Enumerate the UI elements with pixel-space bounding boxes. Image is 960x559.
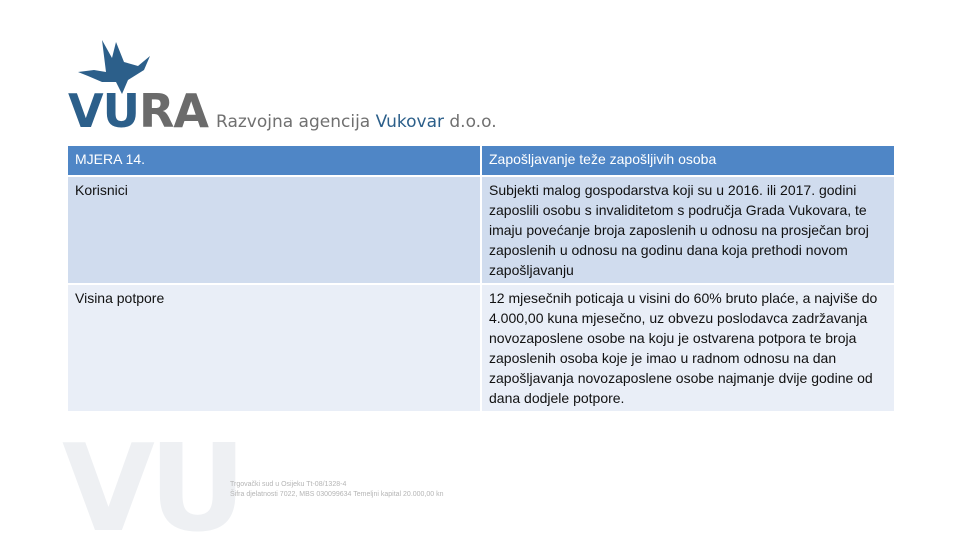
table-row-korisnici [67,176,895,284]
tagline-prefix: Razvojna agencija [216,112,376,132]
table-row-visina-potpore [67,284,895,412]
watermark-logo: VU [62,420,241,559]
logo-word-vu: VU [68,84,139,138]
logo-word-ra: RA [138,84,208,138]
footer-line-2: Šifra djelatnosti 7022, MBS 030099634 Temeljni kapital 20.000,00 kn [230,491,444,498]
tagline-city: Vukovar [375,112,444,132]
table-header-row [67,145,895,176]
row-value: 12 mjesečnih poticaja u visini do 60% bruto plaće, a najviše do 4.000,00 kuna mjesečno, uz obvezu poslodavca zadržavanja novozaposlene osobe na koju je ostvarena potpora te broja zaposlenih osoba koje je imao u radnom odnosu na dan zapošljavanja novozaposlene osobe najmanje dvije godine od dana dodjele potpore. [481,284,895,412]
measure-title: Zapošljavanje teže zapošljivih osoba [481,145,895,176]
row-label: Korisnici [67,176,481,284]
row-label: Visina potpore [67,284,481,412]
logo-tagline [216,112,497,132]
footer-company-info [230,480,444,500]
logo-wordmark [68,84,208,138]
tagline-suffix: d.o.o. [443,112,497,132]
footer-line-1: Trgovački sud u Osijeku Tt-08/1328-4 [230,481,347,488]
row-value: Subjekti malog gospodarstva koji su u 2016. ili 2017. godini zaposlili osobu s invaliditetom s područja Grada Vukovara, te imaju povećanje broja zaposlenih u odnosu na prosječan broj zaposlenih u odnosu na godinu dana koja prethodi novom zapošljavanju [481,176,895,284]
company-logo [64,32,497,138]
measure-table [66,144,896,413]
measure-label: MJERA 14. [67,145,481,176]
